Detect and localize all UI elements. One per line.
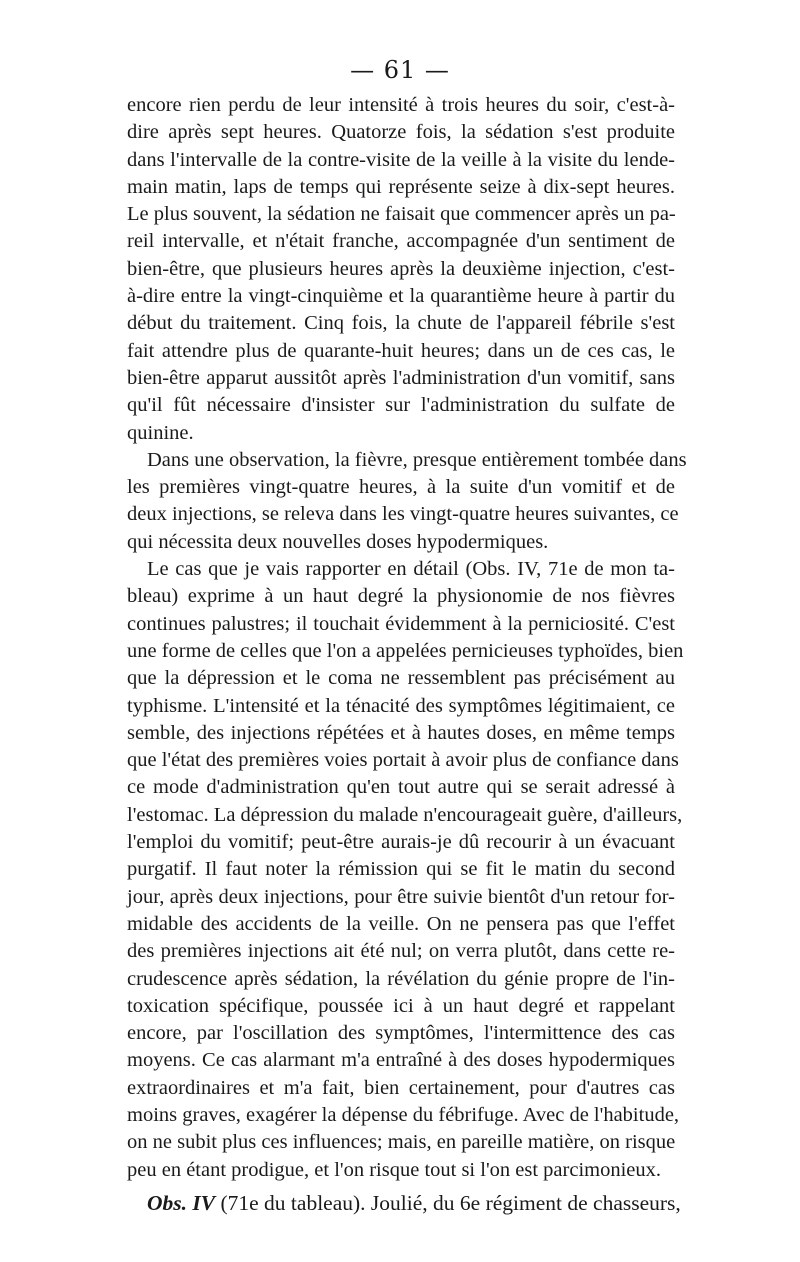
paragraph-2 [127, 447, 687, 556]
text-line: main matin, laps de temps qui représente seize à dix-sept heures. [127, 175, 675, 198]
text-line: crudescence après sédation, la révélation du génie propre de l'in- [127, 967, 675, 990]
text-line: continues palustres; il touchait évidemment à la perniciosité. C'est [127, 612, 675, 635]
text-line: toxication spécifique, poussée ici à un haut degré et rappelant [127, 994, 675, 1017]
text-line: bien-être apparut aussitôt après l'administration d'un vomitif, sans [127, 366, 675, 389]
text-line: dans l'intervalle de la contre-visite de la veille à la visite du lende- [127, 148, 675, 171]
text-line: l'emploi du vomitif; peut-être aurais-je dû recourir à un évacuant [127, 831, 675, 854]
text-line: on ne subit plus ces influences; mais, en pareille matière, on risque [127, 1131, 676, 1154]
text-line: des premières injections ait été nul; on verra plutôt, dans cette re- [127, 940, 675, 963]
text-line: dire après sept heures. Quatorze fois, la sédation s'est produite [127, 121, 675, 144]
text-line: quinine. [127, 421, 194, 444]
text-line: purgatif. Il faut noter la rémission qui se fit le matin du second [127, 858, 675, 881]
text-line: semble, des injections répétées et à hautes doses, en même temps [127, 721, 675, 744]
observation-heading [127, 1190, 681, 1217]
observation-label: Obs. IV [147, 1190, 216, 1215]
page-number: — 61 — [350, 56, 450, 84]
text-line: moins graves, exagérer la dépense du fébrifuge. Avec de l'habitude, [127, 1103, 680, 1126]
text-line: qui nécessita deux nouvelles doses hypodermiques. [127, 530, 549, 553]
paragraph-3 [127, 556, 684, 1184]
text-line: typhisme. L'intensité et la ténacité des symptômes légitimaient, ce [127, 694, 675, 717]
text-line: bien-être, que plusieurs heures après la deuxième injection, c'est- [127, 257, 675, 280]
text-line: que la dépression et le coma ne ressemblent pas précisément au [127, 667, 675, 690]
text-line: peu en étant prodigue, et l'on risque tout si l'on est parcimonieux. [127, 1158, 662, 1181]
text-line: fait attendre plus de quarante-huit heures; dans un de ces cas, le [127, 339, 675, 362]
text-line: encore, par l'oscillation des symptômes, l'intermittence des cas [127, 1022, 675, 1045]
text-line: que l'état des premières voies portait à avoir plus de confiance dans [127, 749, 679, 772]
text-line: Dans une observation, la fièvre, presque entièrement tombée dans [147, 448, 687, 471]
text-line: deux injections, se releva dans les vingt-quatre heures suivantes, ce [127, 503, 679, 526]
body-text [127, 92, 687, 1217]
text-line: début du traitement. Cinq fois, la chute de l'appareil fébrile s'est [127, 312, 675, 335]
text-line: une forme de celles que l'on a appelées pernicieuses typhoïdes, bien [127, 639, 684, 662]
text-line: Le plus souvent, la sédation ne faisait que commencer après un pa- [127, 203, 676, 226]
text-line: jour, après deux injections, pour être suivie bientôt d'un retour for- [127, 885, 675, 908]
text-line: moyens. Ce cas alarmant m'a entraîné à des doses hypodermiques [127, 1049, 675, 1072]
observation-text: (71e du tableau). Joulié, du 6e régiment de chasseurs, [220, 1190, 681, 1215]
text-line: à-dire entre la vingt-cinquième et la quarantième heure à partir du [127, 285, 675, 308]
text-line: midable des accidents de la veille. On ne pensera pas que l'effet [127, 912, 675, 935]
text-line: ce mode d'administration qu'en tout autre qui se serait adressé à [127, 776, 675, 799]
text-line: l'estomac. La dépression du malade n'encourageait guère, d'ailleurs, [127, 803, 683, 826]
text-line: les premières vingt-quatre heures, à la suite d'un vomitif et de [127, 476, 675, 499]
text-line: encore rien perdu de leur intensité à trois heures du soir, c'est-à- [127, 94, 675, 116]
text-line: reil intervalle, et n'était franche, accompagnée d'un sentiment de [127, 230, 675, 253]
text-line: qu'il fût nécessaire d'insister sur l'administration du sulfate de [127, 394, 675, 417]
text-line: extraordinaires et m'a fait, bien certainement, pour d'autres cas [127, 1076, 675, 1099]
text-line: bleau) exprime à un haut degré la physionomie de nos fièvres [127, 585, 675, 608]
paragraph-1 [127, 92, 675, 447]
text-line: Le cas que je vais rapporter en détail (Obs. IV, 71e de mon ta- [147, 558, 675, 581]
